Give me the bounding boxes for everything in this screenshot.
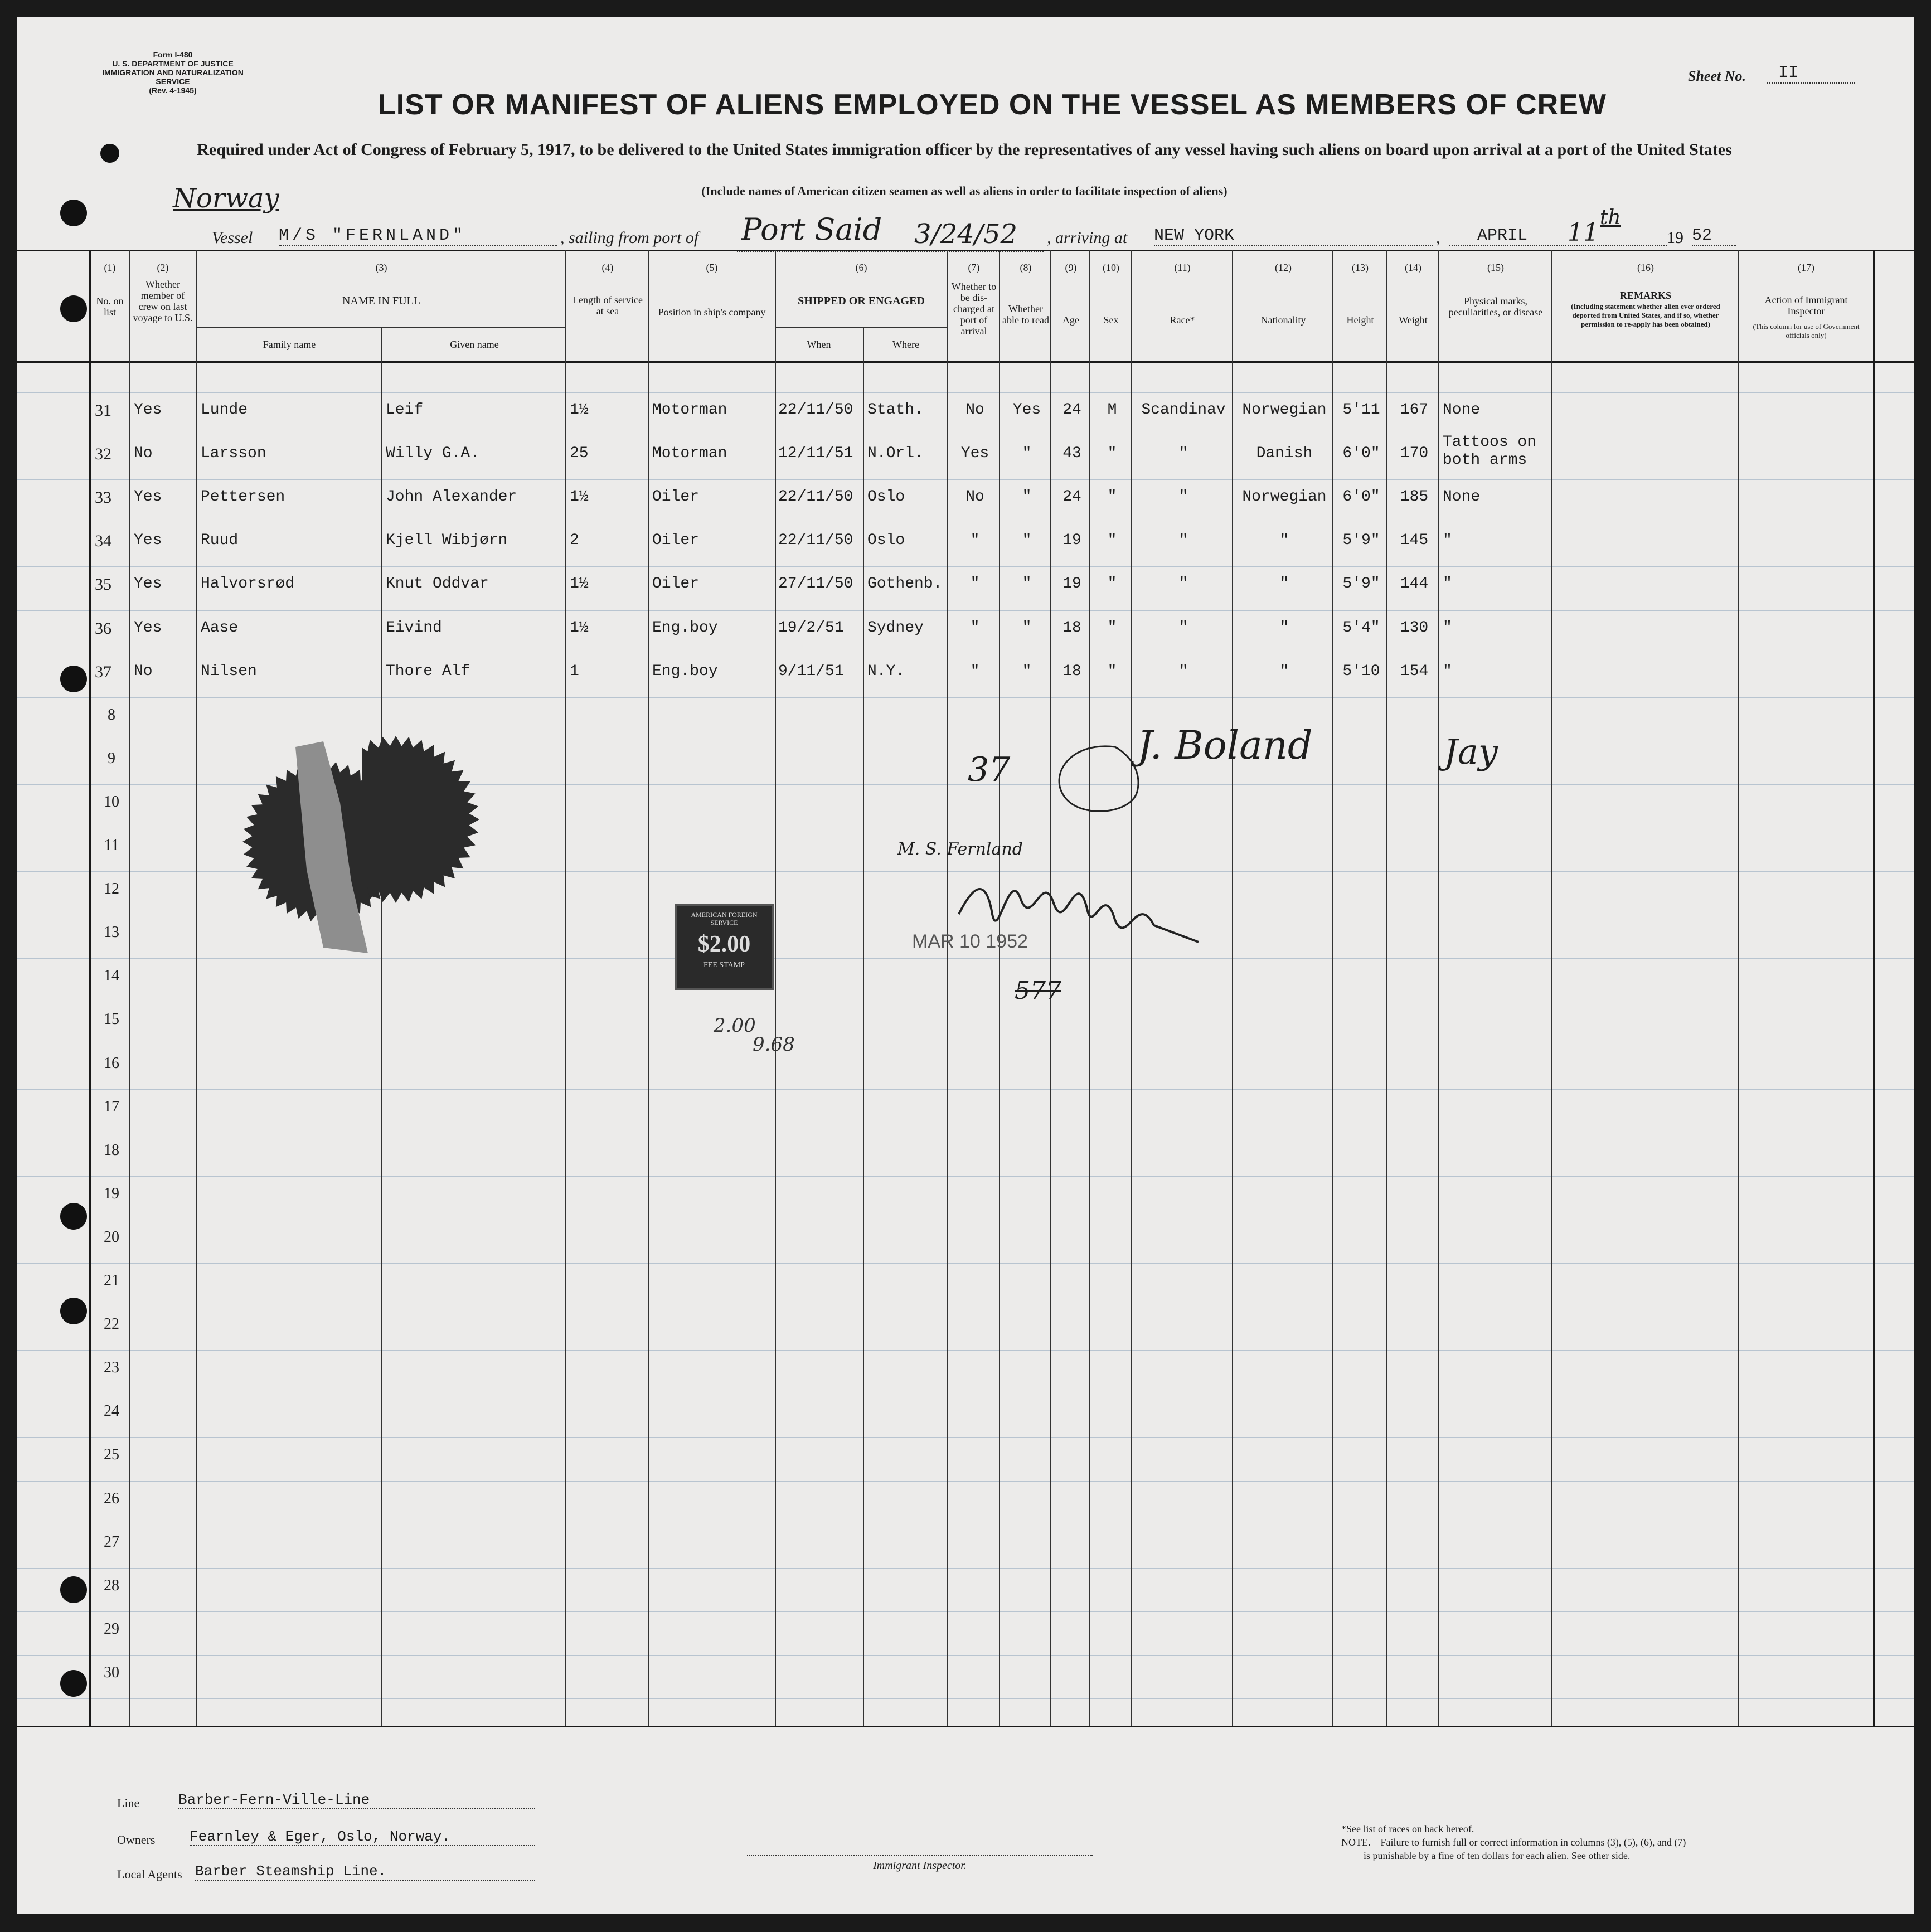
cell-where: Gothenb. [867, 575, 943, 593]
form-number: Form I-480 [153, 50, 193, 59]
col-17-number: (17) [1798, 262, 1814, 273]
row-number: 16 [104, 1054, 119, 1072]
cell-service: 1½ [570, 488, 589, 506]
arrival-day: 11 [1568, 219, 1599, 247]
row-number: 11 [104, 837, 119, 854]
col-16-number: (16) [1637, 262, 1654, 273]
col-9-number: (9) [1065, 262, 1077, 273]
arrival-month: APRIL [1449, 226, 1667, 246]
cell-race: " [1178, 445, 1188, 463]
column-divider [775, 250, 776, 1726]
cell-family: Pettersen [201, 488, 285, 506]
fee-stamp-value: $2.00 [697, 931, 751, 957]
cell-position: Oiler [652, 575, 700, 593]
cell-weight: 144 [1400, 575, 1429, 593]
cell-position: Oiler [652, 488, 700, 506]
col-16-subheader: (Including statement whether alien ever ordered deported from United States, and if so, whether permission to re-apply has been obtained) [1571, 302, 1720, 328]
line-label: Line [117, 1796, 140, 1810]
header-bottom-rule [17, 361, 1914, 363]
cell-weight: 185 [1400, 488, 1429, 506]
row-number: 29 [104, 1620, 119, 1638]
cell-read: " [1022, 619, 1032, 637]
punch-hole [60, 666, 87, 692]
punch-hole [60, 295, 87, 322]
cell-where: Oslo [867, 532, 905, 550]
row-rule [17, 610, 1914, 611]
col-4-number: (4) [601, 262, 614, 273]
col-5-number: (5) [706, 262, 718, 273]
cell-height: 6'0" [1342, 445, 1380, 463]
manifest-page [17, 17, 1914, 1914]
punch-hole [60, 1670, 87, 1697]
col-12-number: (12) [1275, 262, 1292, 273]
row-number: 22 [104, 1315, 119, 1333]
col-6-subrule [775, 327, 948, 328]
cell-discharged: No [966, 488, 984, 506]
form-rev: (Rev. 4-1945) [149, 86, 197, 95]
cell-given: Thore Alf [386, 662, 470, 680]
column-divider [1873, 250, 1875, 1726]
fee-note-2: 9.68 [753, 1033, 795, 1056]
column-divider [381, 327, 382, 1726]
cell-where: Sydney [867, 619, 924, 637]
col-3-header: NAME IN FULL [342, 295, 420, 307]
col-17-header: Action of Immigrant Inspector [1764, 294, 1848, 317]
cell-given: Knut Oddvar [386, 575, 489, 593]
port-handwritten: Port Said [741, 212, 882, 247]
owners-value: Fearnley & Eger, Oslo, Norway. [190, 1828, 535, 1846]
col-7-header: Whether to be dis-charged at port of arrival [951, 281, 997, 337]
cell-position: Motorman [652, 401, 727, 419]
agents-value: Barber Steamship Line. [195, 1863, 535, 1881]
cell-family: Larsson [201, 445, 266, 463]
fee-note-1: 2.00 [714, 1014, 756, 1037]
cell-nationality: Norwegian [1242, 401, 1327, 419]
form-service: IMMIGRATION AND NATURALIZATION SERVICE [102, 68, 244, 86]
page-subtitle-note: (Include names of American citizen seamen as well as aliens in order to facilitate inspection of aliens) [701, 184, 1228, 198]
column-divider [1738, 250, 1739, 1726]
column-divider [1131, 250, 1132, 1726]
cell-crew: Yes [134, 401, 162, 419]
col-13-header: Height [1346, 314, 1374, 326]
cell-height: 6'0" [1342, 488, 1380, 506]
cell-sex: " [1107, 488, 1117, 506]
cell-nationality: Danish [1256, 445, 1313, 463]
cell-where: Oslo [867, 488, 905, 506]
cell-no: 33 [95, 488, 111, 507]
cell-position: Eng.boy [652, 619, 718, 637]
punch-hole [60, 1203, 87, 1230]
vessel-name: M/S "FERNLAND" [279, 226, 557, 246]
fee-stamp [675, 904, 774, 990]
cell-age: 24 [1062, 401, 1081, 419]
row-number: 30 [104, 1663, 119, 1681]
line-value: Barber-Fern-Ville-Line [178, 1792, 535, 1809]
fee-stamp-bottom: FEE STAMP [703, 961, 745, 969]
row-rule [17, 1611, 1914, 1612]
year-prefix: 19 [1667, 229, 1683, 247]
column-divider [947, 250, 948, 1726]
cell-marks: " [1443, 532, 1452, 550]
column-divider [999, 250, 1000, 1726]
col-1-number: (1) [104, 262, 116, 273]
cell-sex: M [1107, 401, 1117, 419]
cell-age: 19 [1062, 575, 1081, 593]
col-2-header: Whether member of crew on last voyage to U.S. [133, 279, 193, 323]
cell-read: " [1022, 662, 1032, 680]
row-rule [17, 697, 1914, 698]
punch-hole [100, 144, 119, 163]
vessel-stamp: M. S. Fernland [897, 839, 1023, 859]
cell-crew: Yes [134, 575, 162, 593]
cell-height: 5'9" [1342, 575, 1380, 593]
row-rule [17, 1481, 1914, 1482]
cell-service: 1 [570, 662, 579, 680]
cell-position: Eng.boy [652, 662, 718, 680]
cell-family: Lunde [201, 401, 248, 419]
col-7-number: (7) [968, 262, 980, 273]
note-line-2: is punishable by a fine of ten dollars for each alien. See other side. [1364, 1850, 1631, 1861]
row-rule [17, 1176, 1914, 1177]
column-divider [1232, 250, 1233, 1726]
cell-discharged: " [970, 532, 980, 550]
cell-discharged: " [970, 619, 980, 637]
col-4-header: Length of service at sea [572, 294, 643, 317]
col-13-number: (13) [1352, 262, 1369, 273]
port-date-handwritten: 3/24/52 [914, 219, 1018, 250]
cell-marks: " [1443, 619, 1452, 637]
row-rule [17, 392, 1914, 393]
cell-weight: 167 [1400, 401, 1429, 419]
col-6-number: (6) [855, 262, 867, 273]
cell-age: 19 [1062, 532, 1081, 550]
serial-number: 577 [1015, 977, 1061, 1005]
cell-family: Halvorsrød [201, 575, 295, 593]
cell-crew: Yes [134, 619, 162, 637]
col-8-number: (8) [1020, 262, 1032, 273]
signature-loop [1048, 741, 1148, 819]
column-divider [863, 327, 864, 1726]
cell-sex: " [1107, 445, 1117, 463]
cell-where: N.Orl. [867, 445, 924, 463]
cell-marks: None [1443, 488, 1481, 506]
col-10-header: Sex [1103, 314, 1119, 326]
cell-age: 18 [1062, 662, 1081, 680]
row-rule [17, 566, 1914, 567]
sheet-number: II [1767, 64, 1855, 84]
cell-service: 1½ [570, 575, 589, 593]
cell-race: " [1178, 488, 1188, 506]
cell-marks: " [1443, 575, 1452, 593]
cell-given: Kjell Wibjørn [386, 532, 508, 550]
cell-when: 12/11/51 [778, 445, 853, 463]
cell-crew: No [134, 662, 153, 680]
cell-race: " [1178, 619, 1188, 637]
cell-read: " [1022, 532, 1032, 550]
cell-weight: 130 [1400, 619, 1429, 637]
row-number: 13 [104, 924, 119, 941]
arrival-year: 52 [1692, 226, 1736, 246]
column-divider [1551, 250, 1552, 1726]
punch-hole [60, 1576, 87, 1603]
row-rule [17, 1655, 1914, 1656]
flag-handwritten: Norway [173, 183, 279, 214]
cell-sex: " [1107, 532, 1117, 550]
cell-height: 5'9" [1342, 532, 1380, 550]
seal-shape [362, 736, 479, 903]
cell-nationality: Norwegian [1242, 488, 1327, 506]
inspector-signature-line [747, 1855, 1093, 1856]
cell-race: " [1178, 662, 1188, 680]
cell-no: 32 [95, 445, 111, 464]
cell-when: 19/2/51 [778, 619, 844, 637]
col-17-subheader: (This column for use of Government officials only) [1753, 322, 1860, 339]
cell-no: 36 [95, 619, 111, 638]
row-number: 17 [104, 1098, 119, 1115]
row-number: 8 [108, 706, 115, 724]
note-race: *See list of races on back hereof. [1341, 1823, 1474, 1834]
date-stamp: MAR 10 1952 [912, 931, 1028, 952]
cell-nationality: " [1279, 575, 1289, 593]
column-divider [1089, 250, 1090, 1726]
cell-sex: " [1107, 662, 1117, 680]
cell-when: 22/11/50 [778, 488, 853, 506]
table-top-rule [17, 250, 1914, 251]
row-number: 18 [104, 1141, 119, 1159]
row-number: 20 [104, 1228, 119, 1246]
cell-weight: 145 [1400, 532, 1429, 550]
page-subtitle: Required under Act of Congress of February 5, 1917, to be delivered to the United States immigration officer by the representatives of any vessel having such aliens on board upon arrival at a port of the United States [197, 140, 1732, 159]
cell-discharged: " [970, 662, 980, 680]
arriving-port: NEW YORK [1154, 226, 1433, 246]
sailing-label: , sailing from port of [560, 229, 699, 247]
cell-height: 5'11 [1342, 401, 1380, 419]
cell-no: 31 [95, 401, 111, 420]
col-8-header: Whether able to read [1002, 303, 1049, 326]
col-15-number: (15) [1487, 262, 1504, 273]
row-number: 9 [108, 749, 115, 767]
cell-crew: Yes [134, 532, 162, 550]
cell-weight: 170 [1400, 445, 1429, 463]
vessel-label: Vessel [212, 229, 253, 247]
cell-given: Leif [386, 401, 424, 419]
cell-race: " [1178, 575, 1188, 593]
wax-seal-right [362, 719, 485, 931]
cell-marks: None [1443, 401, 1481, 419]
col-14-number: (14) [1405, 262, 1421, 273]
count-handwritten: 37 [968, 750, 1011, 789]
row-number: 10 [104, 793, 119, 810]
signature-suffix: Jay [1444, 731, 1498, 772]
cell-family: Nilsen [201, 662, 257, 680]
col-6-header: SHIPPED OR ENGAGED [798, 295, 925, 307]
row-number: 28 [104, 1576, 119, 1594]
cell-where: Stath. [867, 401, 924, 419]
col-10-number: (10) [1103, 262, 1119, 273]
cell-age: 18 [1062, 619, 1081, 637]
col-16-header: REMARKS [1619, 290, 1671, 301]
column-divider [1438, 250, 1439, 1726]
col-15-header: Physical marks, peculiarities, or disease [1448, 295, 1543, 318]
cell-nationality: " [1279, 619, 1289, 637]
cell-age: 43 [1062, 445, 1081, 463]
col-5-header: Position in ship's company [658, 307, 766, 318]
row-number: 12 [104, 880, 119, 898]
row-number: 15 [104, 1011, 119, 1028]
col-3-family-header: Family name [263, 339, 316, 350]
row-rule [17, 1437, 1914, 1438]
cell-position: Motorman [652, 445, 727, 463]
cell-family: Ruud [201, 532, 239, 550]
cell-when: 22/11/50 [778, 401, 853, 419]
col-9-header: Age [1062, 314, 1079, 326]
cell-service: 1½ [570, 619, 589, 637]
col-11-header: Race* [1170, 314, 1195, 326]
row-rule [17, 1350, 1914, 1351]
row-rule [17, 1568, 1914, 1569]
column-divider [1386, 250, 1387, 1726]
punch-hole [60, 200, 87, 226]
column-divider [565, 250, 566, 1726]
row-rule [17, 1698, 1914, 1699]
row-number: 21 [104, 1272, 119, 1289]
cell-crew: No [134, 445, 153, 463]
cell-service: 2 [570, 532, 579, 550]
col-2-number: (2) [157, 262, 169, 273]
col-3-subrule [197, 327, 565, 328]
cell-service: 1½ [570, 401, 589, 419]
cell-given: Eivind [386, 619, 442, 637]
row-rule [17, 1263, 1914, 1264]
row-number: 26 [104, 1489, 119, 1507]
cell-height: 5'4" [1342, 619, 1380, 637]
table-bottom-rule [17, 1726, 1914, 1727]
row-number: 27 [104, 1533, 119, 1551]
col-11-number: (11) [1174, 262, 1191, 273]
cell-read: " [1022, 488, 1032, 506]
cell-position: Oiler [652, 532, 700, 550]
col-6-where-header: Where [892, 339, 919, 350]
column-divider [648, 250, 649, 1726]
cell-marks: " [1443, 662, 1452, 680]
form-dept: U. S. DEPARTMENT OF JUSTICE [112, 59, 234, 68]
column-divider [1332, 250, 1333, 1726]
agents-label: Local Agents [117, 1867, 182, 1881]
cell-service: 25 [570, 445, 589, 463]
col-1-header: No. on list [96, 295, 124, 318]
cell-given: Willy G.A. [386, 445, 480, 463]
cell-weight: 154 [1400, 662, 1429, 680]
cell-when: 27/11/50 [778, 575, 853, 593]
cell-no: 35 [95, 575, 111, 594]
row-number: 24 [104, 1402, 119, 1420]
row-number: 19 [104, 1185, 119, 1202]
cell-race: Scandinav [1141, 401, 1226, 419]
punch-hole [60, 1298, 87, 1324]
inspector-label: Immigrant Inspector. [873, 1860, 967, 1872]
cell-when: 22/11/50 [778, 532, 853, 550]
cell-read: " [1022, 575, 1032, 593]
row-number: 14 [104, 967, 119, 985]
cell-family: Aase [201, 619, 239, 637]
cell-marks: Tattoos on both arms [1443, 434, 1537, 469]
signature: J. Boland [1137, 722, 1313, 768]
arriving-label: , arriving at [1047, 229, 1128, 247]
cell-where: N.Y. [867, 662, 905, 680]
row-number: 23 [104, 1359, 119, 1377]
cell-nationality: " [1279, 662, 1289, 680]
col-14-header: Weight [1399, 314, 1428, 326]
sheet-label: Sheet No. [1688, 68, 1746, 84]
row-number: 25 [104, 1446, 119, 1464]
note-line-1: NOTE.—Failure to furnish full or correct information in columns (3), (5), (6), and (7) [1341, 1837, 1686, 1848]
cell-read: " [1022, 445, 1032, 463]
row-rule [17, 1089, 1914, 1090]
cell-no: 34 [95, 532, 111, 551]
col-3-given-header: Given name [450, 339, 499, 350]
page-title: LIST OR MANIFEST OF ALIENS EMPLOYED ON THE VESSEL AS MEMBERS OF CREW [378, 89, 1607, 121]
owners-label: Owners [117, 1833, 156, 1847]
cell-age: 24 [1062, 488, 1081, 506]
col-12-header: Nationality [1260, 314, 1306, 326]
cell-crew: Yes [134, 488, 162, 506]
column-divider [196, 250, 197, 1726]
cell-sex: " [1107, 619, 1117, 637]
fee-stamp-top: AMERICAN FOREIGN SERVICE [691, 911, 758, 926]
cell-height: 5'10 [1342, 662, 1380, 680]
comma-sep: , [1436, 229, 1440, 247]
cell-nationality: " [1279, 532, 1289, 550]
cell-no: 37 [95, 662, 111, 681]
arrival-day-suffix: th [1600, 206, 1621, 229]
cell-discharged: No [966, 401, 984, 419]
col-6-when-header: When [807, 339, 831, 350]
cell-read: Yes [1012, 401, 1041, 419]
col-3-number: (3) [375, 262, 387, 273]
cell-race: " [1178, 532, 1188, 550]
cell-when: 9/11/51 [778, 662, 844, 680]
cell-discharged: " [970, 575, 980, 593]
cell-given: John Alexander [386, 488, 517, 506]
row-rule [17, 479, 1914, 480]
cell-discharged: Yes [960, 445, 989, 463]
cell-sex: " [1107, 575, 1117, 593]
